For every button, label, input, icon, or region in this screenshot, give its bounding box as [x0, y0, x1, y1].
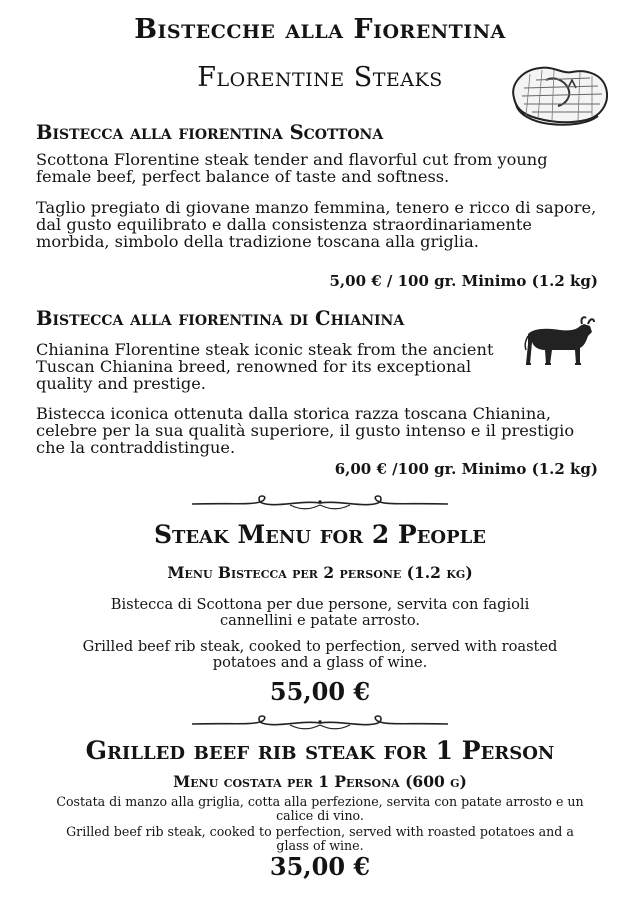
- bull-icon: [524, 314, 598, 370]
- scottona-description-it: Taglio pregiato di giovane manzo femmina, tenero e ricco di sapore, dal gusto equilibrato e dalla consistenza straordinariamente morbida, simbolo della tradizione toscana alla griglia.: [36, 198, 597, 251]
- menu-two-price: 55,00 €: [269, 677, 371, 706]
- menu-two-subheading: Menu Bistecca per 2 persone (1.2 kg): [167, 563, 473, 582]
- menu-one-description-it: Costata di manzo alla griglia, cotta alla perfezione, servita con patate arrosto e un calice di vino.: [56, 794, 584, 823]
- page-subtitle: Florentine Steaks: [197, 62, 443, 93]
- chianina-price: 6,00 € /100 gr. Minimo (1.2 kg): [334, 460, 598, 478]
- scottona-description-en: Scottona Florentine steak tender and flavorful cut from young female beef, perfect balance of taste and softness.: [36, 150, 548, 186]
- menu-two-description-it: Bistecca di Scottona per due persone, servita con fagioli cannellini e patate arrosto.: [110, 596, 530, 630]
- menu-two-heading: Steak Menu for 2 People: [153, 520, 487, 549]
- scottona-heading: Bistecca alla fiorentina Scottona: [36, 121, 384, 144]
- menu-one-subheading: Menu costata per 1 Persona (600 g): [173, 772, 467, 791]
- steak-icon: [506, 58, 612, 130]
- scottona-price: 5,00 € / 100 gr. Minimo (1.2 kg): [329, 272, 598, 290]
- ornamental-divider-icon: [190, 492, 450, 514]
- chianina-description-en: Chianina Florentine steak iconic steak from the ancient Tuscan Chianina breed, renowned for its exceptional quality and prestige.: [36, 340, 494, 393]
- page-title: Bistecche alla Fiorentina: [134, 14, 506, 45]
- menu-one-price: 35,00 €: [269, 852, 371, 881]
- menu-two-description-en: Grilled beef rib steak, cooked to perfection, served with roasted potatoes and a glass of wine.: [82, 638, 558, 672]
- ornamental-divider-icon: [190, 712, 450, 734]
- chianina-description-it: Bistecca iconica ottenuta dalla storica razza toscana Chianina, celebre per la sua qualità superiore, il gusto intenso e il prestigio che la contraddistingue.: [36, 404, 575, 457]
- menu-one-heading: Grilled beef rib steak for 1 Person: [85, 736, 555, 765]
- menu-one-description-en: Grilled beef rib steak, cooked to perfection, served with roasted potatoes and a glass of wine.: [66, 824, 574, 853]
- chianina-heading: Bistecca alla fiorentina di Chianina: [36, 307, 405, 330]
